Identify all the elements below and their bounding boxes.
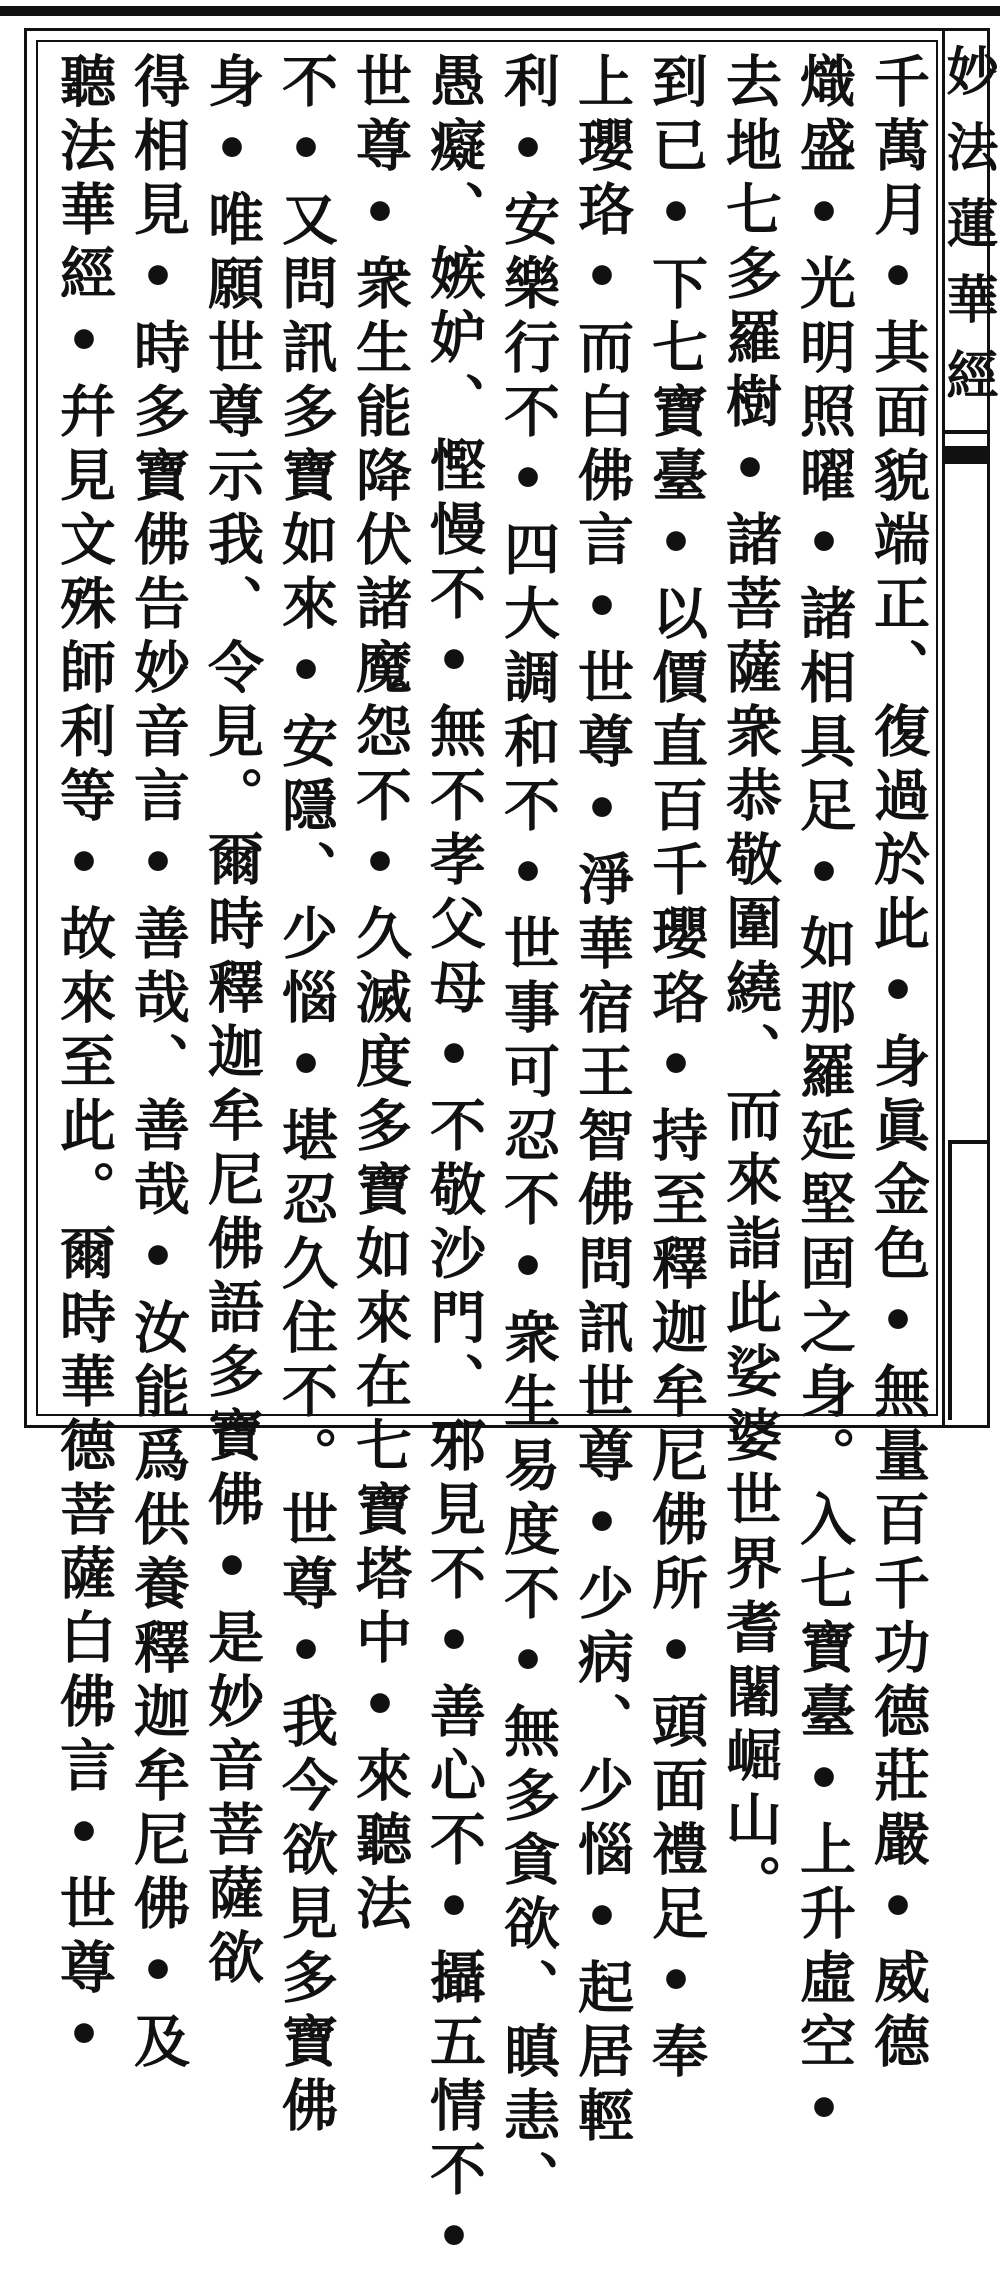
text-column: 聽法華經•幷見文殊師利等•故來至此。爾時華德菩薩白佛言•世尊• — [51, 52, 117, 2076]
text-column: 到已•下七寶臺•以價直百千瓔珞•持至釋迦牟尼佛所•頭面禮足•奉 — [643, 52, 709, 2086]
text-column: 愚癡、嫉妒、慳慢不•無不孝父母•不敬沙門、邪見不•善心不•攝五情不• — [421, 52, 487, 2278]
text-column: 去地七多羅樹•諸菩薩衆恭敬圍繞、而來詣此娑婆世界耆闍崛山。 — [717, 52, 783, 1918]
text-column: 利•安樂行不•四大調和不•世事可忍不•衆生易度不•無多貪欲、瞋恚、 — [495, 52, 561, 2214]
text-body — [51, 52, 931, 2278]
text-column: 上瓔珞•而白佛言•世尊•淨華宿王智佛問訊世尊•少病、少惱•起居輕 — [569, 52, 635, 2150]
text-column: 世尊•衆生能降伏諸魔怨不•久滅度多寶如來在七寶塔中•來聽法 — [347, 52, 413, 1938]
text-column: 不•又問訊多寶如來•安隱、少惱•堪忍久住不。世尊•我今欲見多寶佛 — [273, 52, 339, 2140]
text-column: 千萬月•其面貌端正、復過於此•身眞金色•無量百千功德莊嚴•威德 — [865, 52, 931, 2076]
top-rule — [0, 6, 1000, 16]
text-column: 得相見•時多寶佛告妙音言•善哉、善哉•汝能爲供養釋迦牟尼佛•及 — [125, 52, 191, 2076]
text-column: 身•唯願世尊示我、令見。爾時釋迦牟尼佛語多寶佛•是妙音菩薩欲 — [199, 52, 265, 1992]
side-rule — [942, 430, 990, 434]
side-rule-thick — [942, 446, 990, 464]
text-column: 熾盛•光明照曜•諸相具足•如那羅延堅固之身。入七寶臺•上升虛空• — [791, 52, 857, 2150]
side-box — [948, 1140, 990, 1420]
side-book-title: 妙法蓮華經 — [937, 44, 998, 424]
